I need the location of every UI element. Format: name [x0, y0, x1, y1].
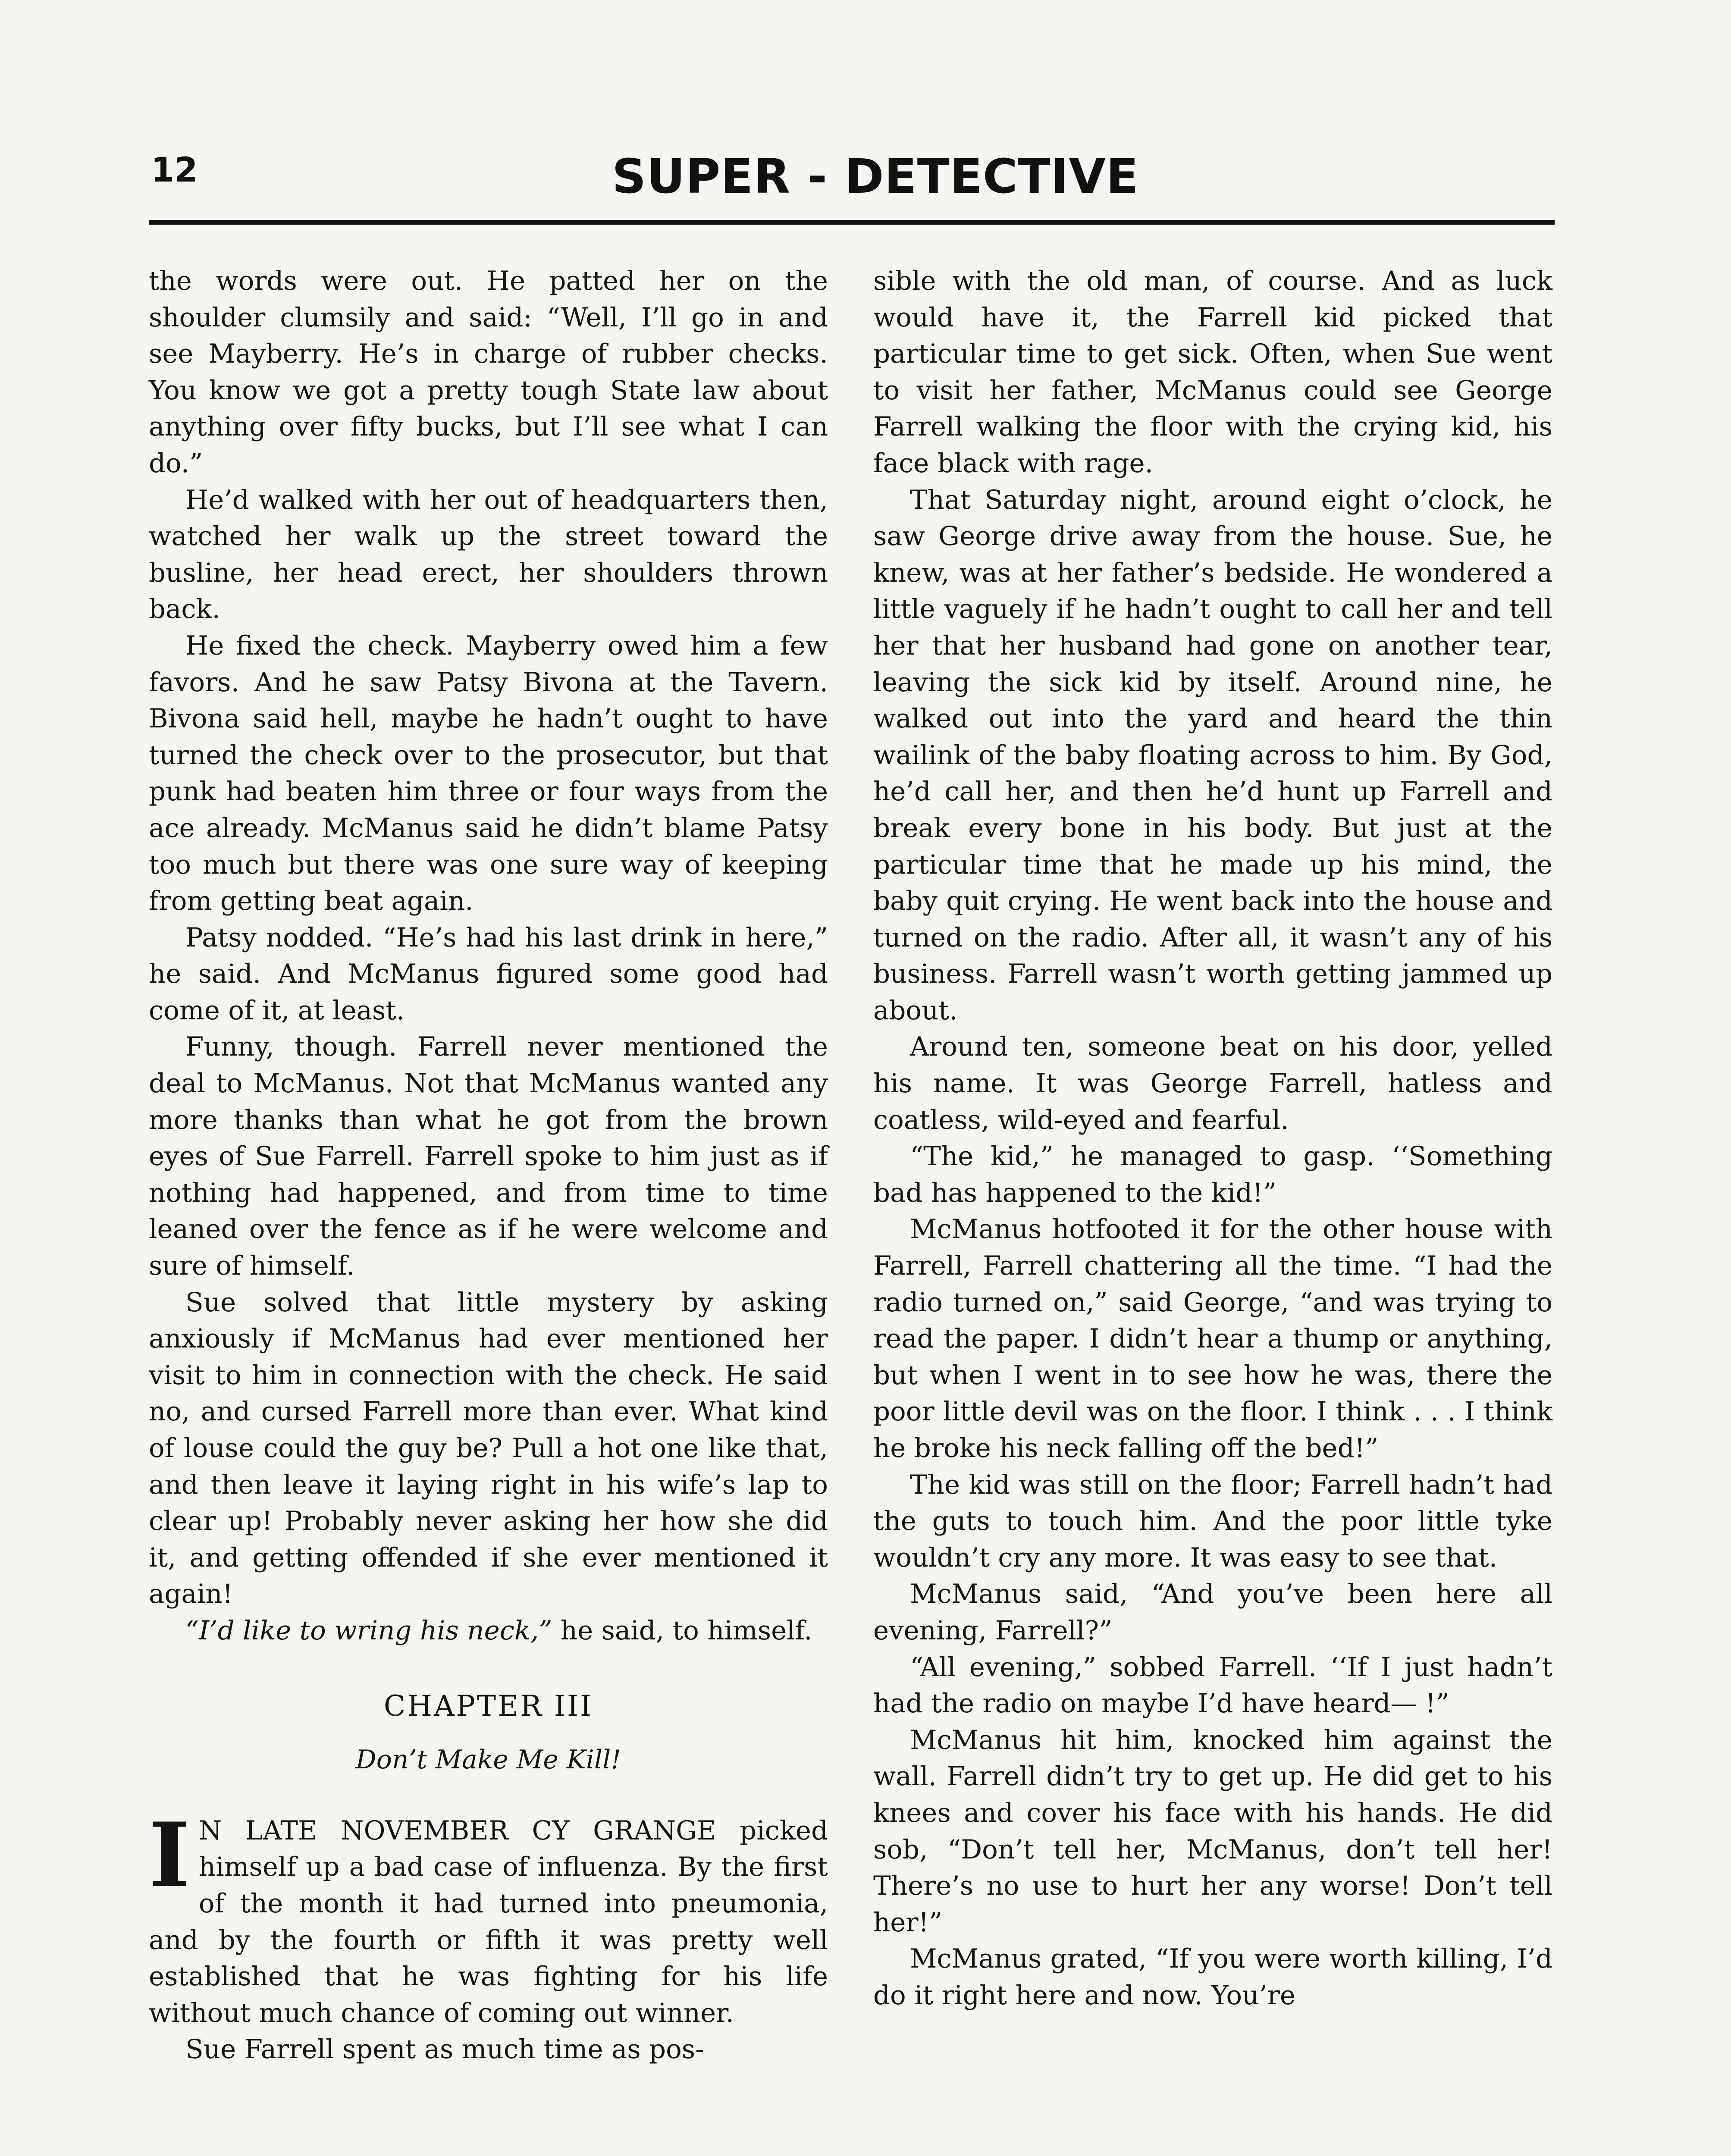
- chapter-opening-text: N LATE NOVEMBER CY GRANGE picked himself up a bad case of influenza. By the first of the month it had turned into pneumonia, and by the fourth or fifth it was pretty well established that he was fighting for his life without much chance of coming out winner.: [149, 1815, 828, 2028]
- paragraph: Patsy nodded. “He’s had his last drink in here,” he said. And McManus figured some good had come of it, at least.: [149, 922, 828, 1026]
- quote-tail: he said, to himself.: [552, 1615, 812, 1646]
- paragraph: Sue solved that little mystery by asking anxiously if McManus had ever mentioned her visit to him in connection with the check. He said no, and cursed Farrell more than ever. What kind of louse could the guy be? Pull a hot one like that, and then leave it laying right in his wife’s lap to clear up! Probably never asking her how she did it, and getting offended if she ever mentioned it again!: [149, 1287, 828, 1610]
- paragraph: McManus said, “And you’ve been here all evening, Farrell?”: [873, 1579, 1552, 1646]
- quote-paragraph: [149, 1613, 828, 1649]
- chapter-subtitle: Don’t Make Me Kill!: [355, 1745, 621, 1775]
- left-column: [149, 263, 828, 2068]
- paragraph: McManus grated, “If you were worth killing, I’d do it right here and now. You’re: [873, 1943, 1552, 2011]
- drop-cap: I: [149, 1803, 190, 1907]
- paragraph: sible with the old man, of course. And as luck would have it, the Farrell kid picked that particular time to get sick. Often, when Sue went to visit her father, McManus could see George Farrell walking the floor with the crying kid, his face black with rage.: [873, 266, 1552, 479]
- paragraph: Sue Farrell spent as much time as pos-: [185, 2034, 704, 2065]
- right-column: [873, 263, 1552, 2014]
- paragraph: McManus hit him, knocked him against the wall. Farrell didn’t try to get up. He did get to his knees and cover his face with his hands. He did sob, “Don’t tell her, McManus, don’t tell her! There’s no use to hurt her any worse! Don’t tell her!”: [873, 1724, 1552, 1938]
- paragraph: McManus hotfooted it for the other house with Farrell, Farrell chattering all the time. “I had the radio turned on,” said George, “and was trying to read the paper. I didn’t hear a thump or anything, but when I went in to see how he was, there the poor little devil was on the floor. I think . . . I think he broke his neck falling off the bed!”: [873, 1214, 1552, 1463]
- paragraph: Funny, though. Farrell never mentioned the deal to McManus. Not that McManus wanted any more thanks than what he got from the brown eyes of Sue Farrell. Farrell spoke to him just as if nothing had happened, and from time to time leaned over the fence as if he were welcome and sure of himself.: [149, 1031, 828, 1282]
- magazine-title: SUPER - DETECTIVE: [612, 149, 1139, 204]
- paragraph: the words were out. He patted her on the shoulder clumsily and said: “Well, I’ll go in and see Mayberry. He’s in charge of rubber checks. You know we got a pretty tough State law about anything over fifty bucks, but I’ll see what I can do.”: [149, 266, 828, 479]
- paragraph: Around ten, someone beat on his door, yelled his name. It was George Farrell, hatless and coatless, wild-eyed and fearful.: [873, 1031, 1552, 1135]
- header-rule: [149, 220, 1555, 225]
- paragraph: The kid was still on the floor; Farrell hadn’t had the guts to touch him. And the poor little tyke wouldn’t cry any more. It was easy to see that.: [873, 1469, 1552, 1573]
- paragraph: He fixed the check. Mayberry owed him a few favors. And he saw Patsy Bivona at the Tavern. Bivona said hell, maybe he hadn’t ought to have turned the check over to the prosecutor, but that punk had beaten him three or four ways from the ace already. McManus said he didn’t blame Patsy too much but there was one sure way of keeping from getting beat again.: [149, 630, 828, 917]
- paragraph: “All evening,” sobbed Farrell. ‘‘If I just hadn’t had the radio on maybe I’d have heard— !”: [873, 1651, 1552, 1719]
- paragraph: That Saturday night, around eight o’clock, he saw George drive away from the house. Sue, he knew, was at her father’s bedside. He wondered a little vaguely if he hadn’t ought to call her and tell her that her husband had gone on another tear, leaving the sick kid by itself. Around nine, he walked out into the yard and heard the thin wailink of the baby floating across to him. By God, he’d call her, and then he’d hunt up Farrell and break every bone in his body. But just at the particular time that he made up his mind, the baby quit crying. He went back into the house and turned on the radio. After all, it wasn’t any of his business. Farrell wasn’t worth getting jammed up about.: [873, 484, 1552, 1026]
- page-number: 12: [151, 151, 198, 190]
- chapter-title: CHAPTER III: [383, 1689, 593, 1723]
- paragraph: He’d walked with her out of headquarters then, watched her walk up the street toward the busline, her head erect, her shoulders thrown back.: [149, 484, 828, 625]
- paragraph: “The kid,” he managed to gasp. ‘‘Something bad has happened to the kid!”: [873, 1141, 1552, 1208]
- italic-quote: “I’d like to wring his neck,”: [185, 1615, 552, 1646]
- chapter-opening: [149, 1803, 828, 2032]
